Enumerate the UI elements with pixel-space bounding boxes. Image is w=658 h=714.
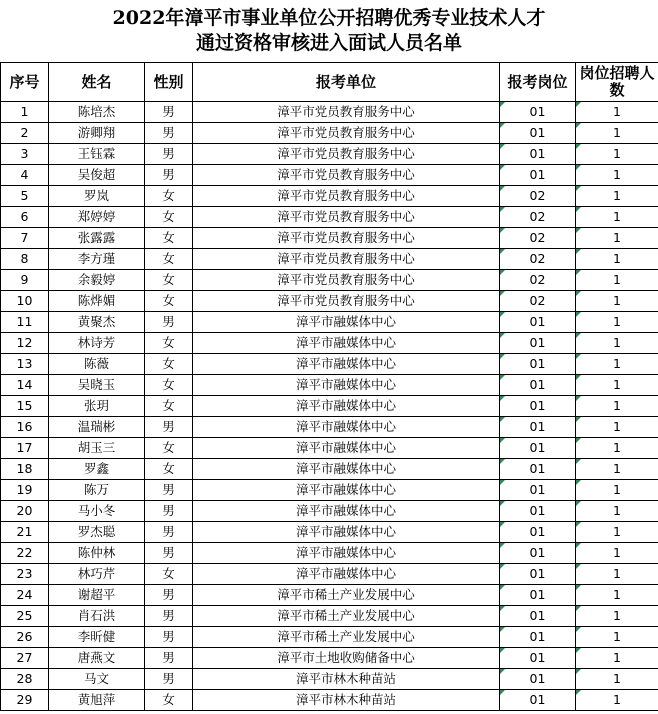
table-row [1, 459, 658, 480]
cell-quota: 1 [576, 333, 658, 354]
cell-no: 12 [1, 333, 49, 354]
cell-no: 10 [1, 291, 49, 312]
cell-gender: 女 [145, 333, 193, 354]
cell-gender: 男 [145, 123, 193, 144]
cell-quota: 1 [576, 690, 658, 711]
cell-no: 11 [1, 312, 49, 333]
cell-gender: 女 [145, 207, 193, 228]
cell-name: 黄旭萍 [49, 690, 145, 711]
cell-unit: 漳平市融媒体中心 [193, 333, 500, 354]
cell-unit: 漳平市稀土产业发展中心 [193, 627, 500, 648]
table-row [1, 480, 658, 501]
cell-quota: 1 [576, 543, 658, 564]
cell-unit: 漳平市土地收购储备中心 [193, 648, 500, 669]
cell-no: 14 [1, 375, 49, 396]
cell-gender: 男 [145, 585, 193, 606]
cell-position: 01 [500, 417, 576, 438]
cell-no: 7 [1, 228, 49, 249]
cell-name: 陈万 [49, 480, 145, 501]
table-row [1, 669, 658, 690]
cell-unit: 漳平市党员教育服务中心 [193, 249, 500, 270]
cell-quota: 1 [576, 627, 658, 648]
candidate-table [0, 62, 658, 711]
cell-position: 01 [500, 438, 576, 459]
cell-no: 26 [1, 627, 49, 648]
cell-gender: 女 [145, 270, 193, 291]
table-row [1, 543, 658, 564]
cell-quota: 1 [576, 459, 658, 480]
cell-name: 吴晓玉 [49, 375, 145, 396]
cell-gender: 女 [145, 564, 193, 585]
cell-gender: 女 [145, 396, 193, 417]
table-row [1, 123, 658, 144]
cell-name: 游卿翔 [49, 123, 145, 144]
table-row [1, 144, 658, 165]
cell-name: 温瑞彬 [49, 417, 145, 438]
cell-position: 01 [500, 165, 576, 186]
cell-quota: 1 [576, 522, 658, 543]
cell-unit: 漳平市融媒体中心 [193, 375, 500, 396]
cell-position: 01 [500, 459, 576, 480]
cell-gender: 男 [145, 312, 193, 333]
cell-quota: 1 [576, 207, 658, 228]
table-row [1, 501, 658, 522]
cell-gender: 女 [145, 249, 193, 270]
cell-gender: 男 [145, 627, 193, 648]
table-row [1, 627, 658, 648]
table-row [1, 312, 658, 333]
cell-no: 17 [1, 438, 49, 459]
cell-quota: 1 [576, 102, 658, 123]
table-row [1, 207, 658, 228]
header-name: 姓名 [49, 63, 145, 102]
cell-name: 林诗芳 [49, 333, 145, 354]
table-row [1, 564, 658, 585]
cell-unit: 漳平市融媒体中心 [193, 543, 500, 564]
cell-name: 陈烨媚 [49, 291, 145, 312]
table-row [1, 438, 658, 459]
cell-name: 王钰霖 [49, 144, 145, 165]
cell-no: 20 [1, 501, 49, 522]
cell-name: 陈仲林 [49, 543, 145, 564]
cell-position: 02 [500, 291, 576, 312]
cell-name: 李方瑾 [49, 249, 145, 270]
cell-quota: 1 [576, 480, 658, 501]
cell-no: 29 [1, 690, 49, 711]
cell-name: 肖石洪 [49, 606, 145, 627]
cell-position: 01 [500, 354, 576, 375]
cell-name: 唐燕文 [49, 648, 145, 669]
cell-quota: 1 [576, 396, 658, 417]
cell-no: 27 [1, 648, 49, 669]
table-row [1, 375, 658, 396]
cell-no: 9 [1, 270, 49, 291]
cell-quota: 1 [576, 186, 658, 207]
header-unit: 报考单位 [193, 63, 500, 102]
cell-no: 8 [1, 249, 49, 270]
table-row [1, 396, 658, 417]
cell-name: 郑婷婷 [49, 207, 145, 228]
cell-quota: 1 [576, 606, 658, 627]
cell-quota: 1 [576, 669, 658, 690]
cell-position: 01 [500, 669, 576, 690]
cell-name: 李昕健 [49, 627, 145, 648]
cell-unit: 漳平市党员教育服务中心 [193, 291, 500, 312]
cell-unit: 漳平市融媒体中心 [193, 501, 500, 522]
cell-no: 24 [1, 585, 49, 606]
cell-gender: 男 [145, 543, 193, 564]
table-row [1, 648, 658, 669]
cell-name: 谢超平 [49, 585, 145, 606]
cell-position: 01 [500, 480, 576, 501]
cell-name: 罗鑫 [49, 459, 145, 480]
cell-gender: 女 [145, 375, 193, 396]
cell-position: 01 [500, 606, 576, 627]
cell-unit: 漳平市融媒体中心 [193, 438, 500, 459]
cell-no: 16 [1, 417, 49, 438]
cell-unit: 漳平市党员教育服务中心 [193, 207, 500, 228]
cell-quota: 1 [576, 144, 658, 165]
cell-no: 6 [1, 207, 49, 228]
cell-no: 25 [1, 606, 49, 627]
cell-unit: 漳平市融媒体中心 [193, 459, 500, 480]
cell-no: 19 [1, 480, 49, 501]
cell-unit: 漳平市党员教育服务中心 [193, 228, 500, 249]
cell-position: 01 [500, 627, 576, 648]
table-row [1, 606, 658, 627]
cell-position: 02 [500, 249, 576, 270]
cell-position: 01 [500, 333, 576, 354]
cell-gender: 男 [145, 522, 193, 543]
table-row [1, 102, 658, 123]
cell-unit: 漳平市林木种苗站 [193, 690, 500, 711]
table-row [1, 585, 658, 606]
cell-position: 02 [500, 228, 576, 249]
table-row [1, 690, 658, 711]
cell-position: 01 [500, 123, 576, 144]
cell-position: 01 [500, 501, 576, 522]
table-row [1, 354, 658, 375]
cell-unit: 漳平市党员教育服务中心 [193, 165, 500, 186]
cell-unit: 漳平市融媒体中心 [193, 312, 500, 333]
cell-gender: 男 [145, 606, 193, 627]
cell-no: 3 [1, 144, 49, 165]
cell-position: 01 [500, 543, 576, 564]
cell-name: 张玥 [49, 396, 145, 417]
cell-unit: 漳平市党员教育服务中心 [193, 270, 500, 291]
cell-no: 4 [1, 165, 49, 186]
cell-unit: 漳平市融媒体中心 [193, 522, 500, 543]
cell-name: 张露露 [49, 228, 145, 249]
table-row [1, 522, 658, 543]
cell-unit: 漳平市稀土产业发展中心 [193, 606, 500, 627]
cell-gender: 男 [145, 417, 193, 438]
cell-gender: 男 [145, 480, 193, 501]
table-row [1, 228, 658, 249]
cell-no: 28 [1, 669, 49, 690]
cell-no: 21 [1, 522, 49, 543]
cell-unit: 漳平市党员教育服务中心 [193, 102, 500, 123]
cell-quota: 1 [576, 501, 658, 522]
cell-name: 罗岚 [49, 186, 145, 207]
cell-quota: 1 [576, 228, 658, 249]
table-row [1, 417, 658, 438]
cell-quota: 1 [576, 270, 658, 291]
cell-position: 01 [500, 564, 576, 585]
cell-unit: 漳平市稀土产业发展中心 [193, 585, 500, 606]
cell-no: 22 [1, 543, 49, 564]
cell-gender: 女 [145, 459, 193, 480]
cell-name: 陈培杰 [49, 102, 145, 123]
cell-no: 18 [1, 459, 49, 480]
cell-unit: 漳平市党员教育服务中心 [193, 186, 500, 207]
cell-quota: 1 [576, 165, 658, 186]
cell-unit: 漳平市融媒体中心 [193, 396, 500, 417]
cell-quota: 1 [576, 249, 658, 270]
cell-position: 01 [500, 522, 576, 543]
cell-unit: 漳平市融媒体中心 [193, 480, 500, 501]
cell-no: 13 [1, 354, 49, 375]
cell-quota: 1 [576, 123, 658, 144]
cell-position: 02 [500, 186, 576, 207]
cell-no: 1 [1, 102, 49, 123]
cell-quota: 1 [576, 312, 658, 333]
cell-position: 01 [500, 396, 576, 417]
table-header-row [1, 63, 658, 102]
cell-no: 5 [1, 186, 49, 207]
cell-name: 陈薇 [49, 354, 145, 375]
cell-gender: 女 [145, 291, 193, 312]
cell-name: 林巧芹 [49, 564, 145, 585]
table-row [1, 186, 658, 207]
cell-unit: 漳平市融媒体中心 [193, 354, 500, 375]
cell-gender: 男 [145, 648, 193, 669]
cell-gender: 男 [145, 165, 193, 186]
cell-gender: 女 [145, 690, 193, 711]
cell-position: 01 [500, 102, 576, 123]
cell-quota: 1 [576, 648, 658, 669]
table-row [1, 270, 658, 291]
cell-unit: 漳平市融媒体中心 [193, 417, 500, 438]
cell-position: 01 [500, 375, 576, 396]
cell-gender: 女 [145, 186, 193, 207]
cell-position: 02 [500, 207, 576, 228]
cell-no: 23 [1, 564, 49, 585]
cell-position: 01 [500, 690, 576, 711]
cell-position: 01 [500, 312, 576, 333]
cell-quota: 1 [576, 585, 658, 606]
cell-no: 15 [1, 396, 49, 417]
cell-gender: 女 [145, 228, 193, 249]
header-position: 报考岗位 [500, 63, 576, 102]
cell-unit: 漳平市融媒体中心 [193, 564, 500, 585]
cell-unit: 漳平市党员教育服务中心 [193, 123, 500, 144]
cell-gender: 女 [145, 354, 193, 375]
title-line-1: 2022年漳平市事业单位公开招聘优秀专业技术人才 [112, 7, 546, 29]
cell-unit: 漳平市党员教育服务中心 [193, 144, 500, 165]
cell-gender: 男 [145, 144, 193, 165]
cell-gender: 男 [145, 102, 193, 123]
cell-position: 01 [500, 648, 576, 669]
header-no: 序号 [1, 63, 49, 102]
cell-position: 02 [500, 270, 576, 291]
cell-name: 余毅婷 [49, 270, 145, 291]
cell-gender: 男 [145, 501, 193, 522]
header-quota: 岗位招聘人数 [576, 63, 658, 102]
header-gender: 性别 [145, 63, 193, 102]
table-row [1, 291, 658, 312]
cell-name: 马文 [49, 669, 145, 690]
cell-no: 2 [1, 123, 49, 144]
cell-quota: 1 [576, 375, 658, 396]
cell-quota: 1 [576, 354, 658, 375]
cell-quota: 1 [576, 438, 658, 459]
title-line-2: 通过资格审核进入面试人员名单 [195, 32, 462, 54]
cell-gender: 女 [145, 438, 193, 459]
cell-position: 01 [500, 144, 576, 165]
cell-gender: 男 [145, 669, 193, 690]
table-row [1, 249, 658, 270]
cell-unit: 漳平市林木种苗站 [193, 669, 500, 690]
cell-name: 胡玉三 [49, 438, 145, 459]
table-row [1, 333, 658, 354]
cell-position: 01 [500, 585, 576, 606]
cell-quota: 1 [576, 417, 658, 438]
cell-quota: 1 [576, 291, 658, 312]
table-row [1, 165, 658, 186]
cell-quota: 1 [576, 564, 658, 585]
cell-name: 马小冬 [49, 501, 145, 522]
cell-name: 吴俊超 [49, 165, 145, 186]
cell-name: 罗杰聪 [49, 522, 145, 543]
cell-name: 黄聚杰 [49, 312, 145, 333]
document-title [0, 0, 658, 62]
